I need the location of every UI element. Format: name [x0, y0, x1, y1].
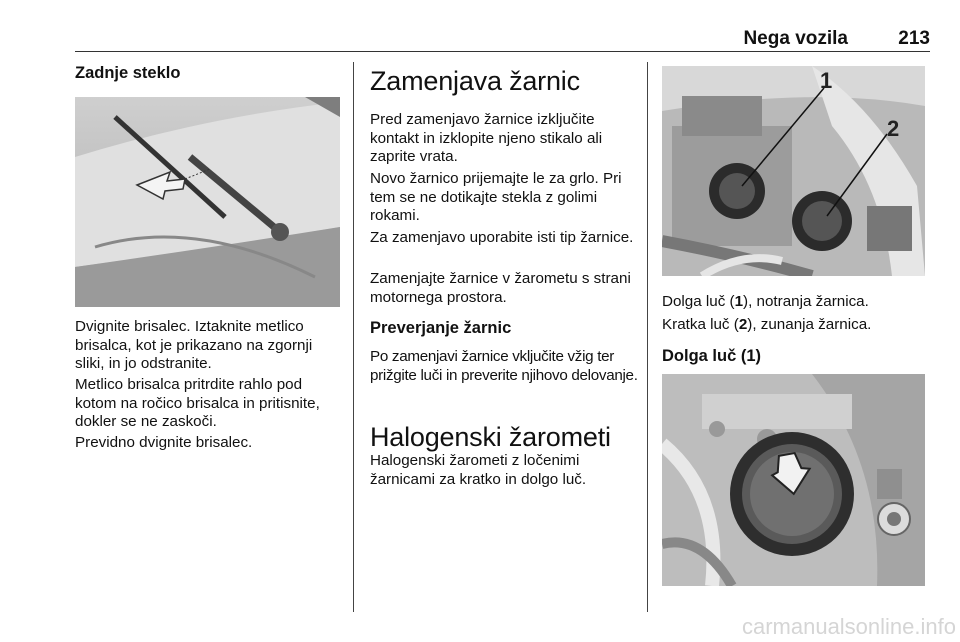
watermark: carmanualsonline.info: [741, 614, 956, 639]
illustration-rear-wiper: [75, 97, 340, 307]
illustration-high-beam-cap: [662, 374, 925, 586]
caption-high-beam: Dolga luč (1), notranja žarnica.: [662, 293, 869, 310]
paragraph-8: Po zamenjavi žarnice vključite vžig ter prižgite luči in preverite njihovo delovanje.: [370, 348, 638, 384]
column-divider-2: [647, 62, 648, 612]
paragraph-7: Zamenjajte žarnice v žarometu s strani motornega prostora.: [370, 270, 631, 306]
page-number: 213: [898, 28, 930, 49]
heading-rear-window: Zadnje steklo: [75, 64, 181, 82]
paragraph-9: Halogenski žarometi z ločenimi žarnicami za kratko in dolgo luč.: [370, 452, 587, 488]
heading-bulb-check: Preverjanje žarnic: [370, 319, 512, 337]
heading-high-beam: Dolga luč (1): [662, 347, 762, 365]
paragraph-4: Pred zamenjavo žarnice izključite kontakt in izklopite njeno stikalo ali zaprite vrata.: [370, 111, 603, 165]
illustration-headlight-bulbs: [662, 66, 925, 276]
paragraph-3: Previdno dvignite brisalec.: [75, 434, 253, 451]
paragraph-2: Metlico brisalca pritrdite rahlo pod kotom na ročico brisalca in pritisnite, dokler se ne zaskoči.: [75, 376, 320, 430]
header-rule: [75, 51, 930, 52]
heading-bulb-replacement: Zamenjava žarnic: [370, 66, 580, 96]
paragraph-6: Za zamenjavo uporabite isti tip žarnice.: [370, 229, 634, 246]
callout-label-2: 2: [887, 116, 900, 141]
section-title: Nega vozila: [743, 28, 848, 49]
paragraph-5: Novo žarnico prijemajte le za grlo. Pri tem se ne dotikajte stekla z golimi rokami.: [370, 170, 622, 224]
paragraph-1: Dvignite brisalec. Iztaknite metlico brisalca, kot je prikazano na zgornji sliki, in jo odstranite.: [75, 318, 313, 372]
page-header: [0, 0, 960, 60]
heading-halogen-headlights: Halogenski žarometi: [370, 422, 611, 452]
callout-label-1: 1: [820, 68, 833, 93]
caption-low-beam: Kratka luč (2), zunanja žarnica.: [662, 316, 872, 333]
column-divider-1: [353, 62, 354, 612]
